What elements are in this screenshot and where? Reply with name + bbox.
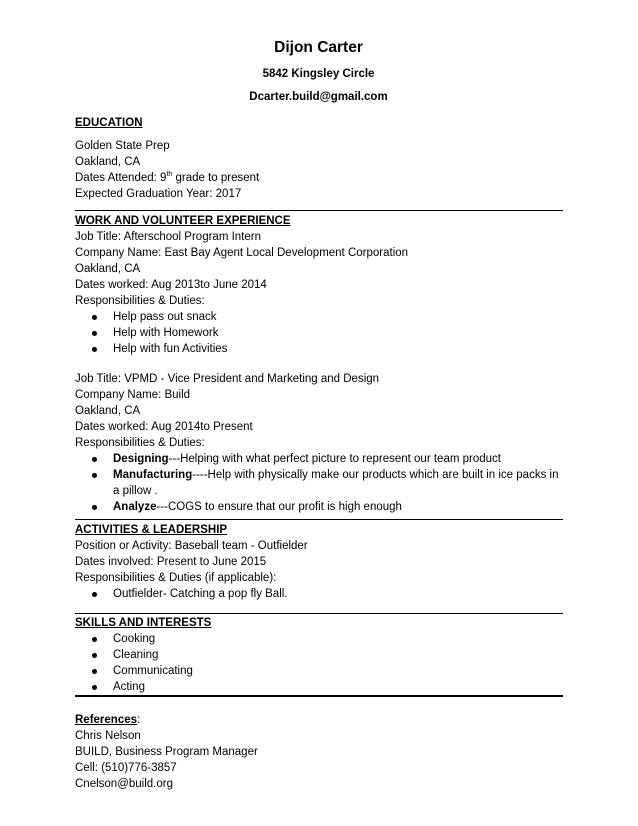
duty-text: ---Helping with what perfect picture to represent our team product — [168, 453, 501, 465]
bullet-icon — [92, 457, 97, 462]
duty-text: Help with fun Activities — [113, 343, 228, 355]
activity-position: Position or Activity: Baseball team - Outfielder — [75, 540, 308, 552]
reference-name: Chris Nelson — [75, 730, 141, 742]
duty-keyword: Manufacturing — [113, 469, 193, 481]
skills-list — [75, 631, 564, 695]
duty-text: Help pass out snack — [113, 311, 217, 323]
duty-text: Help with Homework — [113, 327, 219, 339]
references-heading: References — [75, 714, 138, 726]
skills-heading: SKILLS AND INTERESTS — [75, 617, 212, 629]
reference-cell: Cell: (510)776-3857 — [75, 762, 177, 774]
skill-text: Cooking — [113, 633, 156, 645]
job-2-company: Company Name: Build — [75, 389, 191, 401]
list-item — [75, 631, 564, 647]
education-dates-prefix: Dates Attended: 9 — [75, 172, 167, 184]
references-heading-line — [75, 712, 564, 728]
bullet-icon — [92, 315, 97, 320]
activity-dates: Dates involved: Present to June 2015 — [75, 556, 267, 568]
duty-keyword: Analyze — [113, 501, 157, 513]
job-1-dates: Dates worked: Aug 2013to June 2014 — [75, 279, 267, 291]
job-1-city: Oakland, CA — [75, 263, 141, 275]
reference-email: Cnelson@build.org — [75, 778, 173, 790]
activities-section — [75, 522, 564, 602]
bullet-icon — [92, 331, 97, 336]
bullet-icon — [92, 685, 97, 690]
list-item — [75, 586, 564, 602]
education-school: Golden State Prep — [75, 140, 170, 152]
list-item — [75, 679, 564, 695]
list-item — [75, 467, 564, 499]
activities-heading: ACTIVITIES & LEADERSHIP — [75, 524, 228, 536]
list-item — [75, 451, 564, 467]
duty-text-continued: a pillow . — [113, 485, 158, 497]
section-divider — [75, 695, 563, 697]
references-colon: : — [137, 714, 141, 726]
job-1-duties — [75, 309, 564, 357]
job-2-duties — [75, 451, 564, 515]
reference-title: BUILD, Business Program Manager — [75, 746, 258, 758]
job-2-responsibilities: Responsibilities & Duties: — [75, 437, 205, 449]
bullet-icon — [92, 592, 97, 597]
section-divider — [75, 210, 563, 211]
education-dates-sup: th — [166, 171, 173, 178]
resume-email: Dcarter.build@gmail.com — [249, 91, 388, 103]
list-item — [75, 341, 564, 357]
section-divider — [75, 613, 563, 614]
references-section — [75, 712, 564, 792]
work-heading: WORK AND VOLUNTEER EXPERIENCE — [75, 215, 291, 227]
job-2-dates: Dates worked: Aug 2014to Present — [75, 421, 253, 433]
bullet-icon — [92, 347, 97, 352]
skill-text: Communicating — [113, 665, 193, 677]
job-2-title: Job Title: VPMD - Vice President and Marketing and Design — [75, 373, 380, 385]
bullet-icon — [92, 669, 97, 674]
bullet-icon — [92, 473, 97, 478]
bullet-icon — [92, 637, 97, 642]
work-section — [75, 213, 564, 515]
education-dates-suffix: grade to present — [172, 172, 260, 184]
education-city: Oakland, CA — [75, 156, 141, 168]
activity-responsibilities: Responsibilities & Duties (if applicable): — [75, 572, 277, 584]
list-item — [75, 309, 564, 325]
duty-text: ---COGS to ensure that our profit is high enough — [156, 501, 402, 513]
education-graduation: Expected Graduation Year: 2017 — [75, 188, 242, 200]
education-section — [75, 115, 564, 202]
bullet-icon — [92, 505, 97, 510]
list-item — [75, 325, 564, 341]
resume-address: 5842 Kingsley Circle — [262, 68, 375, 80]
education-dates — [75, 170, 564, 186]
activity-duties — [75, 586, 564, 602]
skills-section — [75, 615, 564, 695]
list-item — [75, 647, 564, 663]
resume-name: Dijon Carter — [274, 39, 363, 56]
section-divider — [75, 519, 563, 520]
list-item — [75, 663, 564, 679]
duty-text: ----Help with physically make our products which are built in ice packs in — [192, 469, 559, 481]
duty-text: Outfielder- Catching a pop fly Ball. — [113, 588, 288, 600]
skill-text: Acting — [113, 681, 145, 693]
education-heading: EDUCATION — [75, 117, 143, 129]
job-2-city: Oakland, CA — [75, 405, 141, 417]
bullet-icon — [92, 653, 97, 658]
job-1-responsibilities: Responsibilities & Duties: — [75, 295, 205, 307]
list-item — [75, 499, 564, 515]
job-1-title: Job Title: Afterschool Program Intern — [75, 231, 262, 243]
skill-text: Cleaning — [113, 649, 159, 661]
job-1-company: Company Name: East Bay Agent Local Development Corporation — [75, 247, 409, 259]
duty-keyword: Designing — [113, 453, 169, 465]
